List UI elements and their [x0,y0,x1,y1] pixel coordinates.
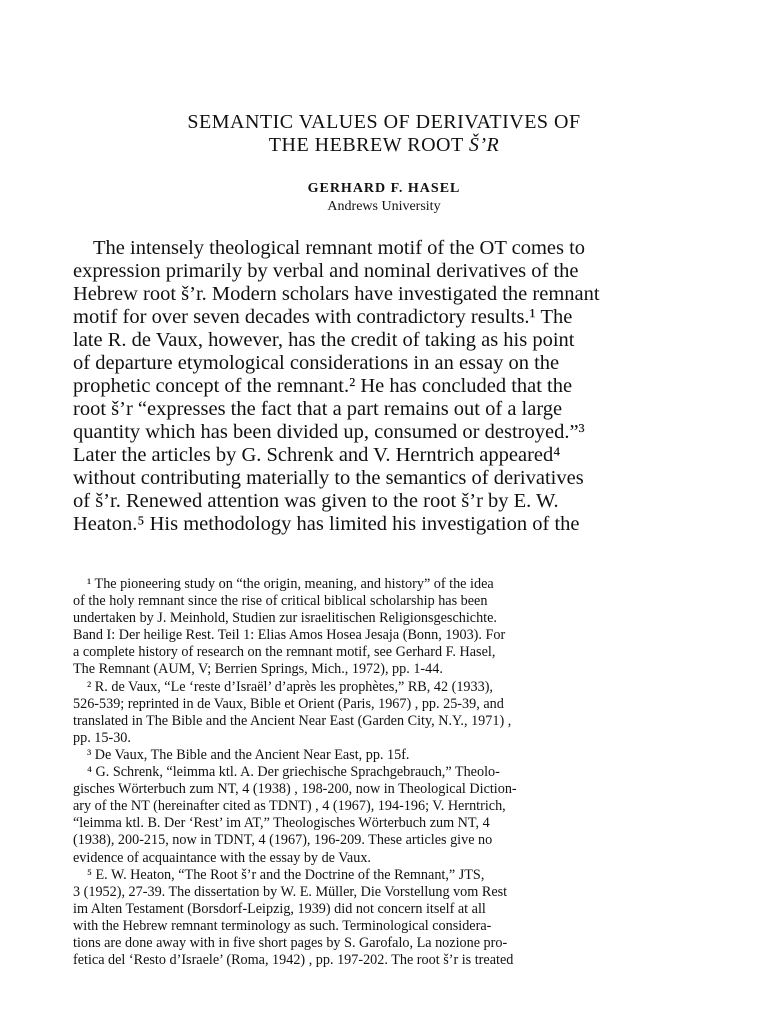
body-line: prophetic concept of the remnant.² He has concluded that the [73,375,573,397]
author-name: GERHARD F. HASEL [307,181,461,196]
footnote-line: The Remnant (AUM, V; Berrien Springs, Mich., 1972), pp. 1-44. [73,661,443,678]
footnote-line: gisches Wörterbuch zum NT, 4 (1938) , 198-200, now in Theological Diction- [73,781,517,798]
body-line: motif for over seven decades with contradictory results.¹ The [73,306,573,328]
title-prefix: THE HEBREW ROOT [268,134,469,156]
body-line: late R. de Vaux, however, has the credit of taking as his point [73,329,575,351]
footnote-line: 3 (1952), 27-39. The dissertation by W. E. Müller, Die Vorstellung vom Rest [73,883,508,900]
body-text [73,237,698,536]
footnote-line: ¹ The pioneering study on “the origin, meaning, and history” of the idea [87,576,494,592]
footnote-line: pp. 15-30. [73,729,131,746]
article-title-line-1: SEMANTIC VALUES OF DERIVATIVES OF [187,111,581,133]
footnote-line: fetica del ‘Resto d’Israele’ (Roma, 1942) , pp. 197-202. The root š’r is treated [73,952,514,969]
footnote-line: ³ De Vaux, The Bible and the Ancient Near East, pp. 15f. [87,746,410,763]
author-affiliation: Andrews University [327,199,441,214]
body-line: Later the articles by G. Schrenk and V. Herntrich appeared⁴ [73,444,561,466]
footnote-line: ⁵ E. W. Heaton, “The Root š’r and the Doctrine of the Remnant,” JTS, [87,866,485,883]
article-title-line-2 [0,133,768,158]
body-line: Heaton.⁵ His methodology has limited his investigation of the [73,513,580,535]
footnote-line: of the holy remnant since the rise of critical biblical scholarship has been [73,593,488,610]
body-line: without contributing materially to the semantics of derivatives [73,467,584,489]
footnote-line: ary of the NT (hereinafter cited as TDNT) , 4 (1967), 194-196; V. Herntrich, [73,798,506,815]
footnote-line: 526-539; reprinted in de Vaux, Bible et Orient (Paris, 1967) , pp. 25-39, and [73,695,504,712]
body-line: of š’r. Renewed attention was given to the root š’r by E. W. [73,490,559,512]
footnote-line: (1938), 200-215, now in TDNT, 4 (1967), 196-209. These articles give no [73,832,493,849]
body-line: expression primarily by verbal and nominal derivatives of the [73,260,579,282]
footnote-line: tions are done away with in five short pages by S. Garofalo, La nozione pro- [73,934,508,951]
footnote-line: ² R. de Vaux, “Le ‘reste d’Israël’ d’après les prophètes,” RB, 42 (1933), [87,678,493,695]
footnote-line: evidence of acquaintance with the essay by de Vaux. [73,849,371,866]
footnote-line: undertaken by J. Meinhold, Studien zur israelitischen Religionsgeschichte. [73,610,497,627]
footnote-line: translated in The Bible and the Ancient Near East (Garden City, N.Y., 1971) , [73,712,512,729]
title-root: Š’R [468,134,500,156]
footnote-line: Band I: Der heilige Rest. Teil 1: Elias Amos Hosea Jesaja (Bonn, 1903). For [73,627,506,644]
footnote-line: a complete history of research on the remnant motif, see Gerhard F. Hasel, [73,644,496,661]
body-line: root š’r “expresses the fact that a part remains out of a large [73,398,563,420]
body-line: quantity which has been divided up, consumed or destroyed.”³ [73,421,585,443]
footnote-line: im Alten Testament (Borsdorf-Leipzig, 1939) did not concern itself at all [73,900,486,917]
footnote-line: with the Hebrew remnant terminology as such. Terminological considera- [73,917,492,934]
footnotes [73,576,701,969]
footnote-line: “leimma ktl. B. Der ‘Rest’ im AT,” Theologisches Wörterbuch zum NT, 4 [73,815,490,832]
body-line: The intensely theological remnant motif of the OT comes to [93,237,586,259]
body-line: Hebrew root š’r. Modern scholars have investigated the remnant [73,283,600,305]
footnote-line: ⁴ G. Schrenk, “leimma ktl. A. Der griechische Sprachgebrauch,” Theolo- [87,764,500,781]
body-line: of departure etymological considerations in an essay on the [73,352,560,374]
